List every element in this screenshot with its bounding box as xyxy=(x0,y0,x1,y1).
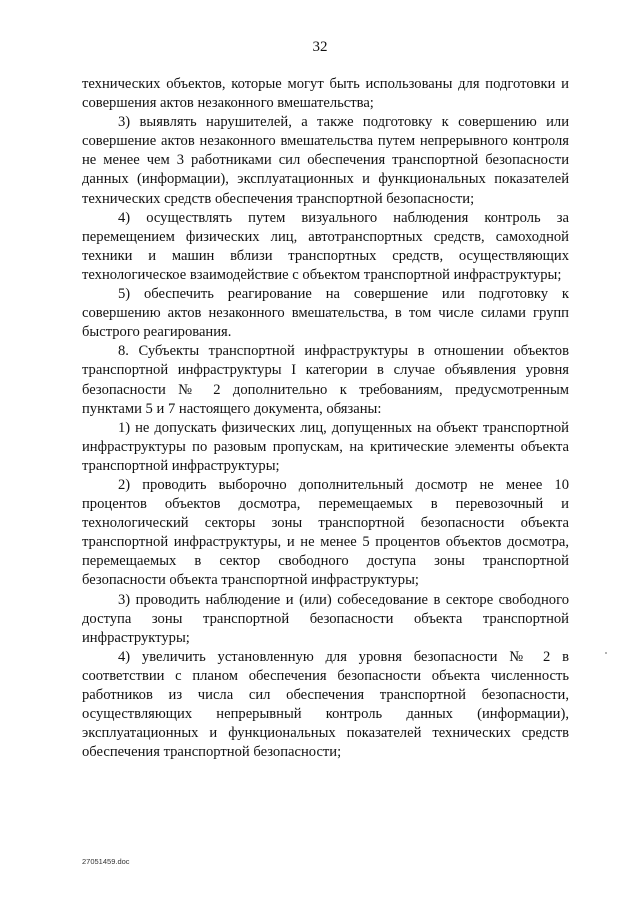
paragraph-item-1-no-admission: 1) не допускать физических лиц, допущенных на объект транспортной инфраструктуры по разовым пропускам, на критические элементы объекта транспортной инфраструктуры; xyxy=(82,419,569,474)
paragraph-item-3-detect-violators: 3) выявлять нарушителей, а также подготовку к совершению или совершение актов незаконного вмешательства путем непрерывного контроля не менее чем 3 работниками сил обеспечения транспортной безопасности данных (информации), эксплуатационных и функциональных показателей технических средств обеспечения транспортной безопасности; xyxy=(82,114,569,207)
footer-filename: 27051459.doc xyxy=(82,857,130,866)
paragraph-continuation: технических объектов, которые могут быть использованы для подготовки и совершения актов незаконного вмешательства; xyxy=(82,76,569,112)
paragraph-item-4-increase-staff: 4) увеличить установленную для уровня безопасности № 2 в соответствии с планом обеспечения безопасности объекта численность работников из числа сил обеспечения транспортной безопасности, осуществляющих непрерывный контроль данных (информации), эксплуатационных и функциональных показателей технических средств обеспечения транспортной безопасности; xyxy=(82,648,569,761)
document-body xyxy=(82,75,569,762)
scan-speck xyxy=(605,652,607,654)
paragraph-item-2-selective-inspection: 2) проводить выборочно дополнительный досмотр не менее 10 процентов объектов досмотра, перемещаемых в перевозочный и технологический секторы зоны транспортной безопасности объекта транспортной инфраструктуры, и не менее 5 процентов объектов досмотра, перемещаемых в сектор свободного доступа зоны транспортной безопасности объекта транспортной инфраструктуры; xyxy=(82,476,569,589)
paragraph-item-3-observation-interview: 3) проводить наблюдение и (или) собеседование в секторе свободного доступа зоны транспортной безопасности объекта транспортной инфраструктуры; xyxy=(82,591,569,646)
paragraph-item-4-visual-observation: 4) осуществлять путем визуального наблюдения контроль за перемещением физических лиц, автотранспортных средств, самоходной техники и машин вблизи транспортных средств, осуществляющих технологическое взаимодействие с объектом транспортной инфраструктуры; xyxy=(82,209,569,283)
paragraph-section-8: 8. Субъекты транспортной инфраструктуры в отношении объектов транспортной инфраструктуры I категории в случае объявления уровня безопасности № 2 дополнительно к требованиям, предусмотренным пунктами 5 и 7 настоящего документа, обязаны: xyxy=(82,343,569,417)
paragraph-item-5-response: 5) обеспечить реагирование на совершение или подготовку к совершению актов незаконного вмешательства, в том числе силами групп быстрого реагирования. xyxy=(82,286,569,341)
page-number: 32 xyxy=(312,39,328,55)
